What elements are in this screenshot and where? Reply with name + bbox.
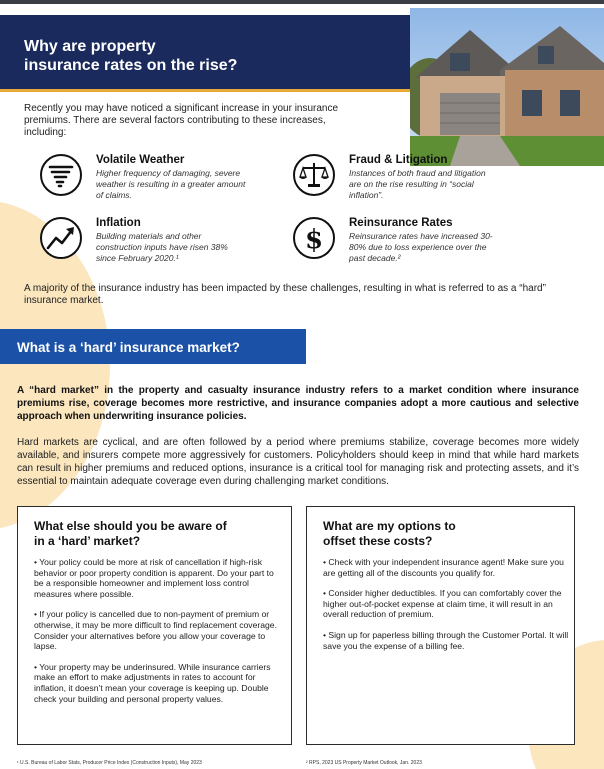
section-title: What is a ‘hard’ insurance market?	[17, 340, 240, 355]
aware-list	[34, 557, 284, 714]
majority-text: A majority of the insurance industry has been impacted by these challenges, resulting in what is referred to as a “hard” insurance market.	[24, 283, 546, 306]
list-item: • Consider higher deductibles. If you can comfortably cover the higher out-of-pocket expense at claim time, it will result in an overall reduction of premium.	[323, 588, 562, 620]
factor-title: Fraud & Litigation	[349, 154, 448, 166]
list-item: • Your property may be underinsured. While insurance carriers make an effort to make adjustments in rates to account for inflation, it doesn’t mean your coverage is keeping up. Double check your building and personal property values.	[34, 661, 271, 704]
tornado-icon	[40, 154, 82, 196]
section-header	[0, 329, 306, 364]
options-list	[323, 557, 573, 661]
page-header	[0, 15, 414, 89]
factor-description: Higher frequency of damaging, severe weather is resulting in a greater amount of claims.	[96, 168, 246, 200]
factor-reinsurance-rates	[293, 217, 513, 265]
aware-box-title-line2: in a ‘hard’ market?	[34, 533, 141, 548]
top-border	[0, 0, 604, 4]
hard-market-explanation: Hard markets are cyclical, and are often followed by a period where premiums stabilize, coverage becomes more widely available, and insurers compete more aggressively for customers. Policyholders should keep in mind that while hard markets can result in higher premiums and reduced options, insurance is a critical tool for managing risk and protecting assets, and it’s essential to maintain adequate coverage even during challenging market conditions.	[17, 437, 579, 487]
factor-inflation	[40, 217, 260, 265]
list-item: • Sign up for paperless billing through the Customer Portal. It will save you the expense of a billing fee.	[323, 629, 569, 651]
list-item: • Check with your independent insurance agent! Make sure you are getting all of the discounts you qualify for.	[323, 557, 564, 578]
factor-description: Instances of both fraud and litigation are on the rise resulting in “social inflation”.	[349, 168, 486, 200]
footnote-right: ² RPS, 2023 US Property Market Outlook, Jan. 2023	[306, 760, 422, 766]
factor-fraud-litigation	[293, 154, 513, 202]
house-photo	[410, 8, 604, 166]
options-box-title-line1: What are my options to	[323, 519, 456, 533]
factor-title: Inflation	[96, 217, 141, 229]
intro-text: Recently you may have noticed a significant increase in your insurance premiums. There are several factors contributing to these increases, including:	[24, 103, 339, 138]
hard-market-definition: A “hard market” in the property and casualty insurance industry refers to a market condition where insurance premiums rise, coverage becomes more restrictive, and insurance companies adopt a more cautious and selective approach when underwriting insurance policies.	[17, 385, 579, 422]
house-illustration	[410, 8, 604, 166]
page-title-line2: insurance rates on the rise?	[24, 57, 238, 74]
scales-of-justice-icon	[293, 154, 335, 196]
options-box-title	[323, 519, 563, 548]
aware-box-title	[34, 519, 274, 548]
list-item: • Your policy could be more at risk of cancellation if high-risk behavior or poor property condition is apparent. Do your part to be a responsible homeowner and implement loss control measures where possible.	[34, 557, 274, 599]
svg-text:$: $	[304, 225, 324, 255]
factor-title: Reinsurance Rates	[349, 217, 453, 229]
dollar-sign-icon	[293, 217, 335, 259]
aware-box-title-line1: What else should you be aware of	[34, 519, 227, 533]
footnote-left: ¹ U.S. Bureau of Labor Stats, Producer Price Index (Construction Inputs), May 2023	[17, 760, 202, 766]
options-box-title-line2: offset these costs?	[323, 533, 433, 548]
options-box	[306, 506, 575, 745]
aware-box	[17, 506, 292, 745]
header-accent-line	[0, 89, 414, 92]
factor-volatile-weather	[40, 154, 260, 202]
factor-description: Reinsurance rates have increased 30-80% due to loss experience over the past decade.²	[349, 231, 493, 263]
factor-description: Building materials and other construction inputs have risen 38% since February 2020.¹	[96, 231, 228, 263]
page-title-line1: Why are property	[24, 38, 156, 55]
page-title	[24, 37, 404, 75]
trend-up-icon	[40, 217, 82, 259]
list-item: • If your policy is cancelled due to non-payment of premium or otherwise, it may be more difficult to find replacement coverage. Consider your alternatives before you allow your coverage to lapse.	[34, 609, 277, 652]
factor-title: Volatile Weather	[96, 154, 185, 166]
